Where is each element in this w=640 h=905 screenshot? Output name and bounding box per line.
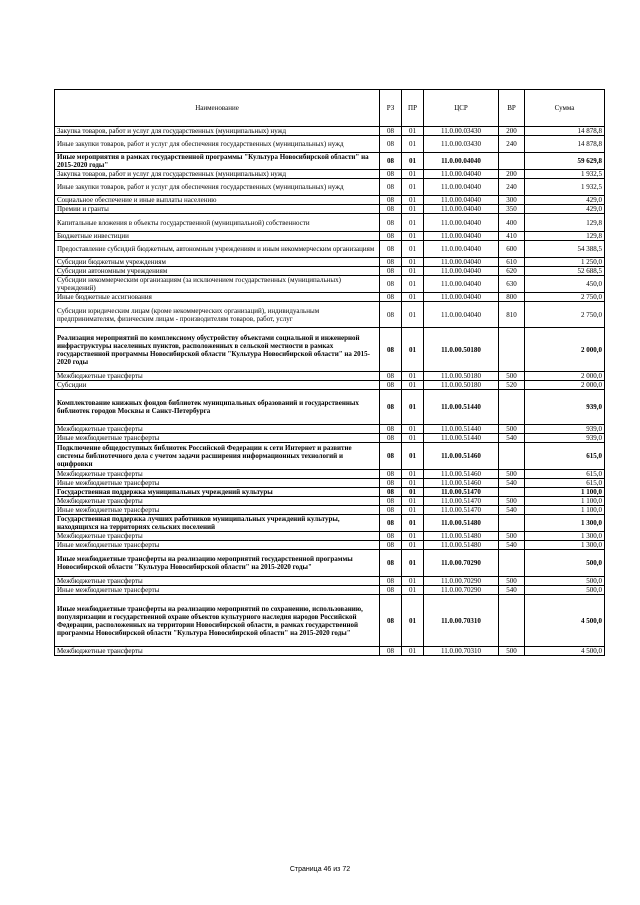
cell-name: Иные закупки товаров, работ и услуг для обеспечения государственных (муниципальных) нужд bbox=[55, 136, 380, 153]
cell-rz: 08 bbox=[380, 276, 402, 293]
cell-vr: 200 bbox=[499, 170, 525, 179]
table-row bbox=[55, 577, 605, 586]
cell-sum: 1 300,0 bbox=[525, 541, 605, 550]
cell-name: Реализация мероприятий по комплексному обустройству объектами социальной и инженерной инфраструктуры населенных пунктов, расположенных в сельской местности в рамках государственной программы Новосибирской области "Культура Новосибирской области" на 2015-2020 годы bbox=[55, 328, 380, 372]
cell-csr: 11.0.00.70290 bbox=[424, 577, 499, 586]
cell-name: Социальное обеспечение и иные выплаты населению bbox=[55, 196, 380, 205]
cell-vr: 400 bbox=[499, 214, 525, 232]
cell-rz: 08 bbox=[380, 372, 402, 381]
cell-pr: 01 bbox=[402, 232, 424, 241]
cell-name: Бюджетные инвестиции bbox=[55, 232, 380, 241]
table-header-row bbox=[55, 90, 605, 127]
cell-csr: 11.0.00.51460 bbox=[424, 470, 499, 479]
cell-rz: 08 bbox=[380, 479, 402, 488]
cell-pr: 01 bbox=[402, 390, 424, 425]
cell-sum: 14 878,8 bbox=[525, 127, 605, 136]
cell-sum: 500,0 bbox=[525, 550, 605, 577]
cell-pr: 01 bbox=[402, 479, 424, 488]
cell-name: Подключение общедоступных библиотек Российской Федерации к сети Интернет и развитие системы библиотечного дела с учетом задачи расширения информационных технологий и оцифровки bbox=[55, 443, 380, 470]
table-row bbox=[55, 302, 605, 328]
cell-rz: 08 bbox=[380, 302, 402, 328]
cell-rz: 08 bbox=[380, 532, 402, 541]
cell-rz: 08 bbox=[380, 434, 402, 443]
cell-rz: 08 bbox=[380, 506, 402, 515]
cell-rz: 08 bbox=[380, 550, 402, 577]
cell-vr bbox=[499, 488, 525, 497]
cell-sum: 2 750,0 bbox=[525, 302, 605, 328]
cell-rz: 08 bbox=[380, 170, 402, 179]
column-header-pr: ПР bbox=[402, 90, 424, 127]
cell-pr: 01 bbox=[402, 241, 424, 258]
table-row bbox=[55, 267, 605, 276]
cell-name: Государственная поддержка муниципальных учреждений культуры bbox=[55, 488, 380, 497]
cell-rz: 08 bbox=[380, 205, 402, 214]
cell-vr: 620 bbox=[499, 267, 525, 276]
cell-pr: 01 bbox=[402, 488, 424, 497]
cell-sum: 4 500,0 bbox=[525, 595, 605, 647]
cell-sum: 2 750,0 bbox=[525, 293, 605, 302]
cell-csr: 11.0.00.51480 bbox=[424, 515, 499, 532]
cell-csr: 11.0.00.50180 bbox=[424, 328, 499, 372]
cell-csr: 11.0.00.04040 bbox=[424, 179, 499, 196]
cell-csr: 11.0.00.04040 bbox=[424, 232, 499, 241]
cell-vr: 540 bbox=[499, 506, 525, 515]
cell-vr bbox=[499, 328, 525, 372]
cell-rz: 08 bbox=[380, 258, 402, 267]
cell-sum: 129,8 bbox=[525, 232, 605, 241]
cell-rz: 08 bbox=[380, 390, 402, 425]
cell-pr: 01 bbox=[402, 497, 424, 506]
cell-pr: 01 bbox=[402, 595, 424, 647]
table-row bbox=[55, 479, 605, 488]
table-row bbox=[55, 506, 605, 515]
table-row bbox=[55, 232, 605, 241]
table-row bbox=[55, 470, 605, 479]
cell-name: Иные межбюджетные трансферты bbox=[55, 506, 380, 515]
cell-csr: 11.0.00.04040 bbox=[424, 170, 499, 179]
table-row bbox=[55, 214, 605, 232]
cell-pr: 01 bbox=[402, 425, 424, 434]
cell-vr: 410 bbox=[499, 232, 525, 241]
column-header-rz: РЗ bbox=[380, 90, 402, 127]
cell-rz: 08 bbox=[380, 497, 402, 506]
cell-pr: 01 bbox=[402, 515, 424, 532]
cell-csr: 11.0.00.70290 bbox=[424, 550, 499, 577]
cell-pr: 01 bbox=[402, 170, 424, 179]
cell-pr: 01 bbox=[402, 276, 424, 293]
cell-sum: 500,0 bbox=[525, 577, 605, 586]
cell-sum: 429,0 bbox=[525, 196, 605, 205]
cell-vr: 810 bbox=[499, 302, 525, 328]
cell-vr: 600 bbox=[499, 241, 525, 258]
cell-pr: 01 bbox=[402, 153, 424, 170]
cell-pr: 01 bbox=[402, 381, 424, 390]
cell-vr: 240 bbox=[499, 179, 525, 196]
cell-name: Капитальные вложения в объекты государственной (муниципальной) собственности bbox=[55, 214, 380, 232]
cell-rz: 08 bbox=[380, 443, 402, 470]
cell-vr: 500 bbox=[499, 372, 525, 381]
table-row bbox=[55, 434, 605, 443]
table-row bbox=[55, 541, 605, 550]
cell-rz: 08 bbox=[380, 577, 402, 586]
cell-vr: 500 bbox=[499, 647, 525, 656]
cell-vr: 800 bbox=[499, 293, 525, 302]
cell-vr bbox=[499, 595, 525, 647]
cell-sum: 59 629,8 bbox=[525, 153, 605, 170]
cell-name: Иные межбюджетные трансферты bbox=[55, 479, 380, 488]
cell-sum: 1 100,0 bbox=[525, 497, 605, 506]
column-header-name: Наименование bbox=[55, 90, 380, 127]
cell-vr bbox=[499, 153, 525, 170]
cell-sum: 1 250,0 bbox=[525, 258, 605, 267]
cell-csr: 11.0.00.04040 bbox=[424, 267, 499, 276]
cell-sum: 52 688,5 bbox=[525, 267, 605, 276]
table-row bbox=[55, 443, 605, 470]
cell-csr: 11.0.00.04040 bbox=[424, 241, 499, 258]
cell-csr: 11.0.00.04040 bbox=[424, 214, 499, 232]
cell-sum: 2 000,0 bbox=[525, 372, 605, 381]
cell-sum: 14 878,8 bbox=[525, 136, 605, 153]
cell-name: Иные закупки товаров, работ и услуг для обеспечения государственных (муниципальных) нужд bbox=[55, 179, 380, 196]
cell-pr: 01 bbox=[402, 196, 424, 205]
table-row bbox=[55, 153, 605, 170]
cell-csr: 11.0.00.51480 bbox=[424, 541, 499, 550]
cell-sum: 2 000,0 bbox=[525, 381, 605, 390]
cell-vr: 240 bbox=[499, 136, 525, 153]
cell-rz: 08 bbox=[380, 293, 402, 302]
cell-csr: 11.0.00.51470 bbox=[424, 488, 499, 497]
cell-rz: 08 bbox=[380, 241, 402, 258]
cell-name: Межбюджетные трансферты bbox=[55, 470, 380, 479]
cell-pr: 01 bbox=[402, 586, 424, 595]
table-row bbox=[55, 497, 605, 506]
cell-name: Комплектование книжных фондов библиотек муниципальных образований и государственных библиотек городов Москвы и Санкт-Петербурга bbox=[55, 390, 380, 425]
table-row bbox=[55, 488, 605, 497]
table-row bbox=[55, 550, 605, 577]
column-header-csr: ЦСР bbox=[424, 90, 499, 127]
cell-sum: 129,8 bbox=[525, 214, 605, 232]
cell-vr bbox=[499, 390, 525, 425]
cell-vr: 540 bbox=[499, 541, 525, 550]
table-row bbox=[55, 179, 605, 196]
cell-name: Государственная поддержка лучших работников муниципальных учреждений культуры, находящихся на территориях сельских поселений bbox=[55, 515, 380, 532]
cell-sum: 500,0 bbox=[525, 586, 605, 595]
cell-sum: 939,0 bbox=[525, 390, 605, 425]
cell-vr bbox=[499, 515, 525, 532]
cell-csr: 11.0.00.51460 bbox=[424, 479, 499, 488]
cell-pr: 01 bbox=[402, 127, 424, 136]
cell-pr: 01 bbox=[402, 434, 424, 443]
cell-vr: 200 bbox=[499, 127, 525, 136]
cell-csr: 11.0.00.03430 bbox=[424, 136, 499, 153]
cell-rz: 08 bbox=[380, 179, 402, 196]
cell-rz: 08 bbox=[380, 136, 402, 153]
cell-rz: 08 bbox=[380, 470, 402, 479]
cell-pr: 01 bbox=[402, 470, 424, 479]
budget-table bbox=[54, 89, 605, 656]
cell-name: Субсидии некоммерческим организациям (за исключением государственных (муниципальных) учреждений) bbox=[55, 276, 380, 293]
cell-rz: 08 bbox=[380, 488, 402, 497]
table-row bbox=[55, 647, 605, 656]
cell-rz: 08 bbox=[380, 647, 402, 656]
cell-name: Межбюджетные трансферты bbox=[55, 647, 380, 656]
table-row bbox=[55, 425, 605, 434]
cell-vr: 500 bbox=[499, 577, 525, 586]
cell-vr: 350 bbox=[499, 205, 525, 214]
cell-sum: 1 300,0 bbox=[525, 532, 605, 541]
cell-name: Субсидии бюджетным учреждениям bbox=[55, 258, 380, 267]
cell-name: Иные межбюджетные трансферты bbox=[55, 541, 380, 550]
cell-csr: 11.0.00.04040 bbox=[424, 196, 499, 205]
cell-csr: 11.0.00.04040 bbox=[424, 153, 499, 170]
cell-rz: 08 bbox=[380, 595, 402, 647]
cell-name: Закупка товаров, работ и услуг для государственных (муниципальных) нужд bbox=[55, 127, 380, 136]
cell-csr: 11.0.00.04040 bbox=[424, 276, 499, 293]
cell-pr: 01 bbox=[402, 179, 424, 196]
cell-csr: 11.0.00.50180 bbox=[424, 381, 499, 390]
cell-pr: 01 bbox=[402, 267, 424, 276]
cell-vr: 500 bbox=[499, 470, 525, 479]
cell-pr: 01 bbox=[402, 328, 424, 372]
table-row bbox=[55, 276, 605, 293]
cell-vr: 520 bbox=[499, 381, 525, 390]
cell-name: Субсидии автономным учреждениям bbox=[55, 267, 380, 276]
cell-name: Премии и гранты bbox=[55, 205, 380, 214]
cell-vr bbox=[499, 550, 525, 577]
cell-csr: 11.0.00.51440 bbox=[424, 434, 499, 443]
cell-csr: 11.0.00.70310 bbox=[424, 595, 499, 647]
cell-vr: 500 bbox=[499, 497, 525, 506]
cell-csr: 11.0.00.04040 bbox=[424, 293, 499, 302]
table-row bbox=[55, 136, 605, 153]
cell-pr: 01 bbox=[402, 136, 424, 153]
cell-vr: 500 bbox=[499, 425, 525, 434]
cell-pr: 01 bbox=[402, 443, 424, 470]
cell-name: Закупка товаров, работ и услуг для государственных (муниципальных) нужд bbox=[55, 170, 380, 179]
cell-csr: 11.0.00.04040 bbox=[424, 205, 499, 214]
cell-csr: 11.0.00.04040 bbox=[424, 258, 499, 267]
cell-pr: 01 bbox=[402, 372, 424, 381]
cell-vr: 610 bbox=[499, 258, 525, 267]
cell-sum: 939,0 bbox=[525, 434, 605, 443]
table-row bbox=[55, 381, 605, 390]
cell-vr: 540 bbox=[499, 434, 525, 443]
cell-sum: 4 500,0 bbox=[525, 647, 605, 656]
cell-sum: 1 932,5 bbox=[525, 179, 605, 196]
cell-csr: 11.0.00.70290 bbox=[424, 586, 499, 595]
cell-name: Межбюджетные трансферты bbox=[55, 425, 380, 434]
cell-rz: 08 bbox=[380, 127, 402, 136]
cell-vr bbox=[499, 443, 525, 470]
cell-name: Межбюджетные трансферты bbox=[55, 577, 380, 586]
cell-rz: 08 bbox=[380, 381, 402, 390]
table-row bbox=[55, 196, 605, 205]
cell-rz: 08 bbox=[380, 541, 402, 550]
cell-name: Межбюджетные трансферты bbox=[55, 497, 380, 506]
cell-vr: 300 bbox=[499, 196, 525, 205]
cell-rz: 08 bbox=[380, 515, 402, 532]
cell-name: Иные межбюджетные трансферты на реализацию мероприятий по сохранению, использованию, популяризации и государственной охране объектов культурного наследия народов Российской Федерации, расположенных на территории Новосибирской области, в рамках государственной программы Новосибирской области "Культура Новосибирской области" на 2015-2020 годы" bbox=[55, 595, 380, 647]
cell-csr: 11.0.00.51440 bbox=[424, 390, 499, 425]
cell-pr: 01 bbox=[402, 293, 424, 302]
cell-vr: 630 bbox=[499, 276, 525, 293]
table-body bbox=[55, 127, 605, 656]
cell-sum: 450,0 bbox=[525, 276, 605, 293]
cell-rz: 08 bbox=[380, 586, 402, 595]
column-header-sum: Сумма bbox=[525, 90, 605, 127]
table-row bbox=[55, 127, 605, 136]
cell-csr: 11.0.00.70310 bbox=[424, 647, 499, 656]
column-header-vr: ВР bbox=[499, 90, 525, 127]
cell-name: Межбюджетные трансферты bbox=[55, 372, 380, 381]
cell-csr: 11.0.00.51480 bbox=[424, 532, 499, 541]
cell-rz: 08 bbox=[380, 267, 402, 276]
cell-pr: 01 bbox=[402, 302, 424, 328]
table-row bbox=[55, 532, 605, 541]
cell-rz: 08 bbox=[380, 196, 402, 205]
cell-sum: 54 388,5 bbox=[525, 241, 605, 258]
cell-pr: 01 bbox=[402, 205, 424, 214]
cell-sum: 2 000,0 bbox=[525, 328, 605, 372]
table-row bbox=[55, 515, 605, 532]
cell-name: Иные межбюджетные трансферты на реализацию мероприятий государственной программы Новосибирской области "Культура Новосибирской области" на 2015-2020 годы" bbox=[55, 550, 380, 577]
cell-sum: 615,0 bbox=[525, 443, 605, 470]
cell-sum: 1 932,5 bbox=[525, 170, 605, 179]
table-row bbox=[55, 241, 605, 258]
table-row bbox=[55, 328, 605, 372]
cell-vr: 500 bbox=[499, 532, 525, 541]
cell-csr: 11.0.00.03430 bbox=[424, 127, 499, 136]
cell-sum: 1 300,0 bbox=[525, 515, 605, 532]
cell-csr: 11.0.00.51460 bbox=[424, 443, 499, 470]
cell-rz: 08 bbox=[380, 153, 402, 170]
cell-pr: 01 bbox=[402, 258, 424, 267]
cell-name: Субсидии юридическим лицам (кроме некоммерческих организаций), индивидуальным предпринимателям, физическим лицам - производителям товаров, работ, услуг bbox=[55, 302, 380, 328]
cell-name: Предоставление субсидий бюджетным, автономным учреждениям и иным некоммерческим организациям bbox=[55, 241, 380, 258]
cell-pr: 01 bbox=[402, 577, 424, 586]
cell-csr: 11.0.00.51470 bbox=[424, 506, 499, 515]
cell-csr: 11.0.00.04040 bbox=[424, 302, 499, 328]
table-row bbox=[55, 170, 605, 179]
cell-pr: 01 bbox=[402, 541, 424, 550]
table-row bbox=[55, 258, 605, 267]
table-row bbox=[55, 205, 605, 214]
cell-name: Иные межбюджетные трансферты bbox=[55, 586, 380, 595]
cell-rz: 08 bbox=[380, 425, 402, 434]
cell-pr: 01 bbox=[402, 550, 424, 577]
cell-name: Иные межбюджетные трансферты bbox=[55, 434, 380, 443]
cell-vr: 540 bbox=[499, 586, 525, 595]
cell-rz: 08 bbox=[380, 232, 402, 241]
table-row bbox=[55, 372, 605, 381]
page-footer: Страница 46 из 72 bbox=[289, 866, 351, 873]
cell-sum: 615,0 bbox=[525, 470, 605, 479]
table-row bbox=[55, 293, 605, 302]
cell-csr: 11.0.00.51470 bbox=[424, 497, 499, 506]
cell-name: Иные мероприятия в рамках государственной программы "Культура Новосибирской области" на 2015-2020 годы" bbox=[55, 153, 380, 170]
cell-sum: 615,0 bbox=[525, 479, 605, 488]
cell-pr: 01 bbox=[402, 647, 424, 656]
table-row bbox=[55, 595, 605, 647]
table-row bbox=[55, 390, 605, 425]
table-row bbox=[55, 586, 605, 595]
cell-name: Субсидии bbox=[55, 381, 380, 390]
cell-csr: 11.0.00.50180 bbox=[424, 372, 499, 381]
cell-pr: 01 bbox=[402, 214, 424, 232]
cell-pr: 01 bbox=[402, 506, 424, 515]
cell-sum: 1 100,0 bbox=[525, 506, 605, 515]
cell-vr: 540 bbox=[499, 479, 525, 488]
cell-sum: 939,0 bbox=[525, 425, 605, 434]
cell-name: Иные бюджетные ассигнования bbox=[55, 293, 380, 302]
cell-name: Межбюджетные трансферты bbox=[55, 532, 380, 541]
cell-sum: 429,0 bbox=[525, 205, 605, 214]
cell-csr: 11.0.00.51440 bbox=[424, 425, 499, 434]
cell-pr: 01 bbox=[402, 532, 424, 541]
cell-rz: 08 bbox=[380, 214, 402, 232]
cell-rz: 08 bbox=[380, 328, 402, 372]
cell-sum: 1 100,0 bbox=[525, 488, 605, 497]
